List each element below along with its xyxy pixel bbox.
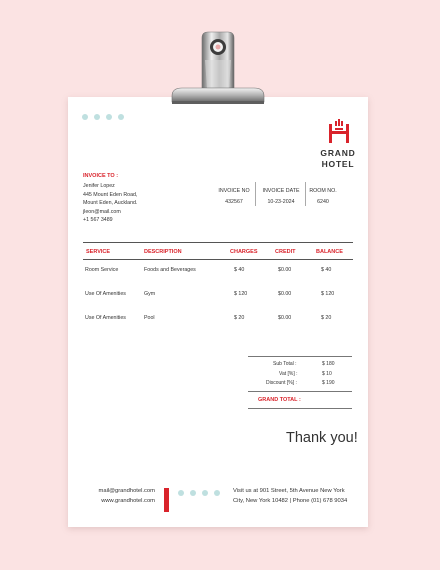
decorative-dots-top bbox=[82, 114, 124, 120]
row-balance: $ 20 bbox=[321, 315, 332, 321]
vat-value: $ 10 bbox=[322, 371, 332, 377]
footer-address-line2: City, New York 10482 | Phone (01) 678 9034 bbox=[233, 497, 348, 504]
row-service: Room Service bbox=[85, 267, 119, 273]
footer-accent-bar bbox=[164, 488, 169, 512]
table-header-bottom-line bbox=[83, 259, 353, 260]
totals-bottom-line bbox=[248, 408, 352, 409]
row-credit: $0.00 bbox=[278, 267, 292, 273]
table-header-top-line bbox=[83, 242, 353, 243]
invoice-number-label: INVOICE NO bbox=[218, 188, 250, 194]
hotel-name bbox=[319, 148, 357, 170]
row-charges: $ 20 bbox=[234, 315, 245, 321]
customer-email: jleon@mail.com bbox=[83, 208, 121, 215]
invoice-date-block bbox=[257, 186, 305, 208]
invoice-date-value: 10-23-2024 bbox=[267, 199, 295, 205]
binder-clip bbox=[170, 30, 266, 112]
decorative-dot bbox=[190, 490, 196, 496]
row-charges: $ 40 bbox=[234, 267, 245, 273]
room-number-label: ROOM NO. bbox=[309, 188, 337, 194]
sub-total-label: Sub Total : bbox=[273, 361, 297, 367]
footer-email: mail@grandhotel.com bbox=[98, 488, 155, 494]
room-number-block bbox=[307, 186, 339, 208]
discount-value: $ 190 bbox=[322, 380, 335, 386]
invoice-paper bbox=[68, 97, 368, 527]
row-balance: $ 40 bbox=[321, 267, 332, 273]
row-description: Gym bbox=[144, 291, 156, 297]
invoice-date-label: INVOICE DATE bbox=[262, 188, 300, 194]
decorative-dot bbox=[94, 114, 100, 120]
footer-address bbox=[233, 487, 347, 506]
hotel-name-line2: HOTEL bbox=[321, 159, 355, 169]
hotel-name-line1: GRAND bbox=[320, 148, 356, 158]
header-service: SERVICE bbox=[86, 249, 111, 255]
row-description: Foods and Beverages bbox=[144, 267, 196, 273]
sub-total-value: $ 180 bbox=[322, 361, 335, 367]
totals-mid-line bbox=[248, 391, 352, 392]
decorative-dot bbox=[82, 114, 88, 120]
customer-name: Jenifer Lopez bbox=[83, 183, 115, 189]
decorative-dot bbox=[178, 490, 184, 496]
header-credit: CREDIT bbox=[275, 249, 296, 255]
customer-address-line2: Mount Eden, Auckland. bbox=[83, 200, 138, 207]
footer-website: www.grandhotel.com bbox=[101, 497, 155, 504]
row-balance: $ 120 bbox=[321, 291, 335, 297]
meta-divider bbox=[255, 182, 256, 206]
invoice-number-value: 432567 bbox=[225, 199, 243, 205]
header-description: DESCRIPTION bbox=[144, 249, 182, 255]
row-credit: $0.00 bbox=[278, 291, 292, 297]
totals-top-line bbox=[248, 356, 352, 357]
header-balance: BALANCE bbox=[316, 249, 343, 255]
decorative-dot bbox=[118, 114, 124, 120]
row-service: Use Of Amenities bbox=[85, 315, 126, 321]
castle-h-icon bbox=[328, 119, 350, 143]
thank-you-text: Thank you! bbox=[286, 430, 358, 446]
footer-address-line1: Visit us at 901 Street, 5th Avenue New York bbox=[233, 488, 345, 494]
invoice-to-title: INVOICE TO : bbox=[83, 173, 119, 179]
header-charges: CHARGES bbox=[230, 249, 258, 255]
decorative-dot bbox=[202, 490, 208, 496]
invoice-number-block bbox=[213, 186, 255, 208]
row-description: Pool bbox=[144, 315, 155, 321]
row-service: Use Of Amenities bbox=[85, 291, 126, 297]
meta-divider bbox=[305, 182, 306, 206]
row-credit: $0.00 bbox=[278, 315, 292, 321]
row-charges: $ 120 bbox=[234, 291, 248, 297]
decorative-dot bbox=[106, 114, 112, 120]
customer-address-line1: 445 Mount Eden Road, bbox=[83, 191, 138, 198]
customer-phone: +1 567 3489 bbox=[83, 217, 113, 224]
decorative-dots-footer bbox=[178, 490, 220, 496]
discount-label: Discount [%] : bbox=[266, 380, 297, 386]
room-number-value: 6240 bbox=[317, 199, 329, 205]
invoice-to-block bbox=[83, 182, 137, 225]
decorative-dot bbox=[214, 490, 220, 496]
footer-contact bbox=[68, 487, 155, 506]
grand-total-label: GRAND TOTAL : bbox=[258, 397, 301, 403]
vat-label: Vat [%] : bbox=[279, 371, 298, 377]
